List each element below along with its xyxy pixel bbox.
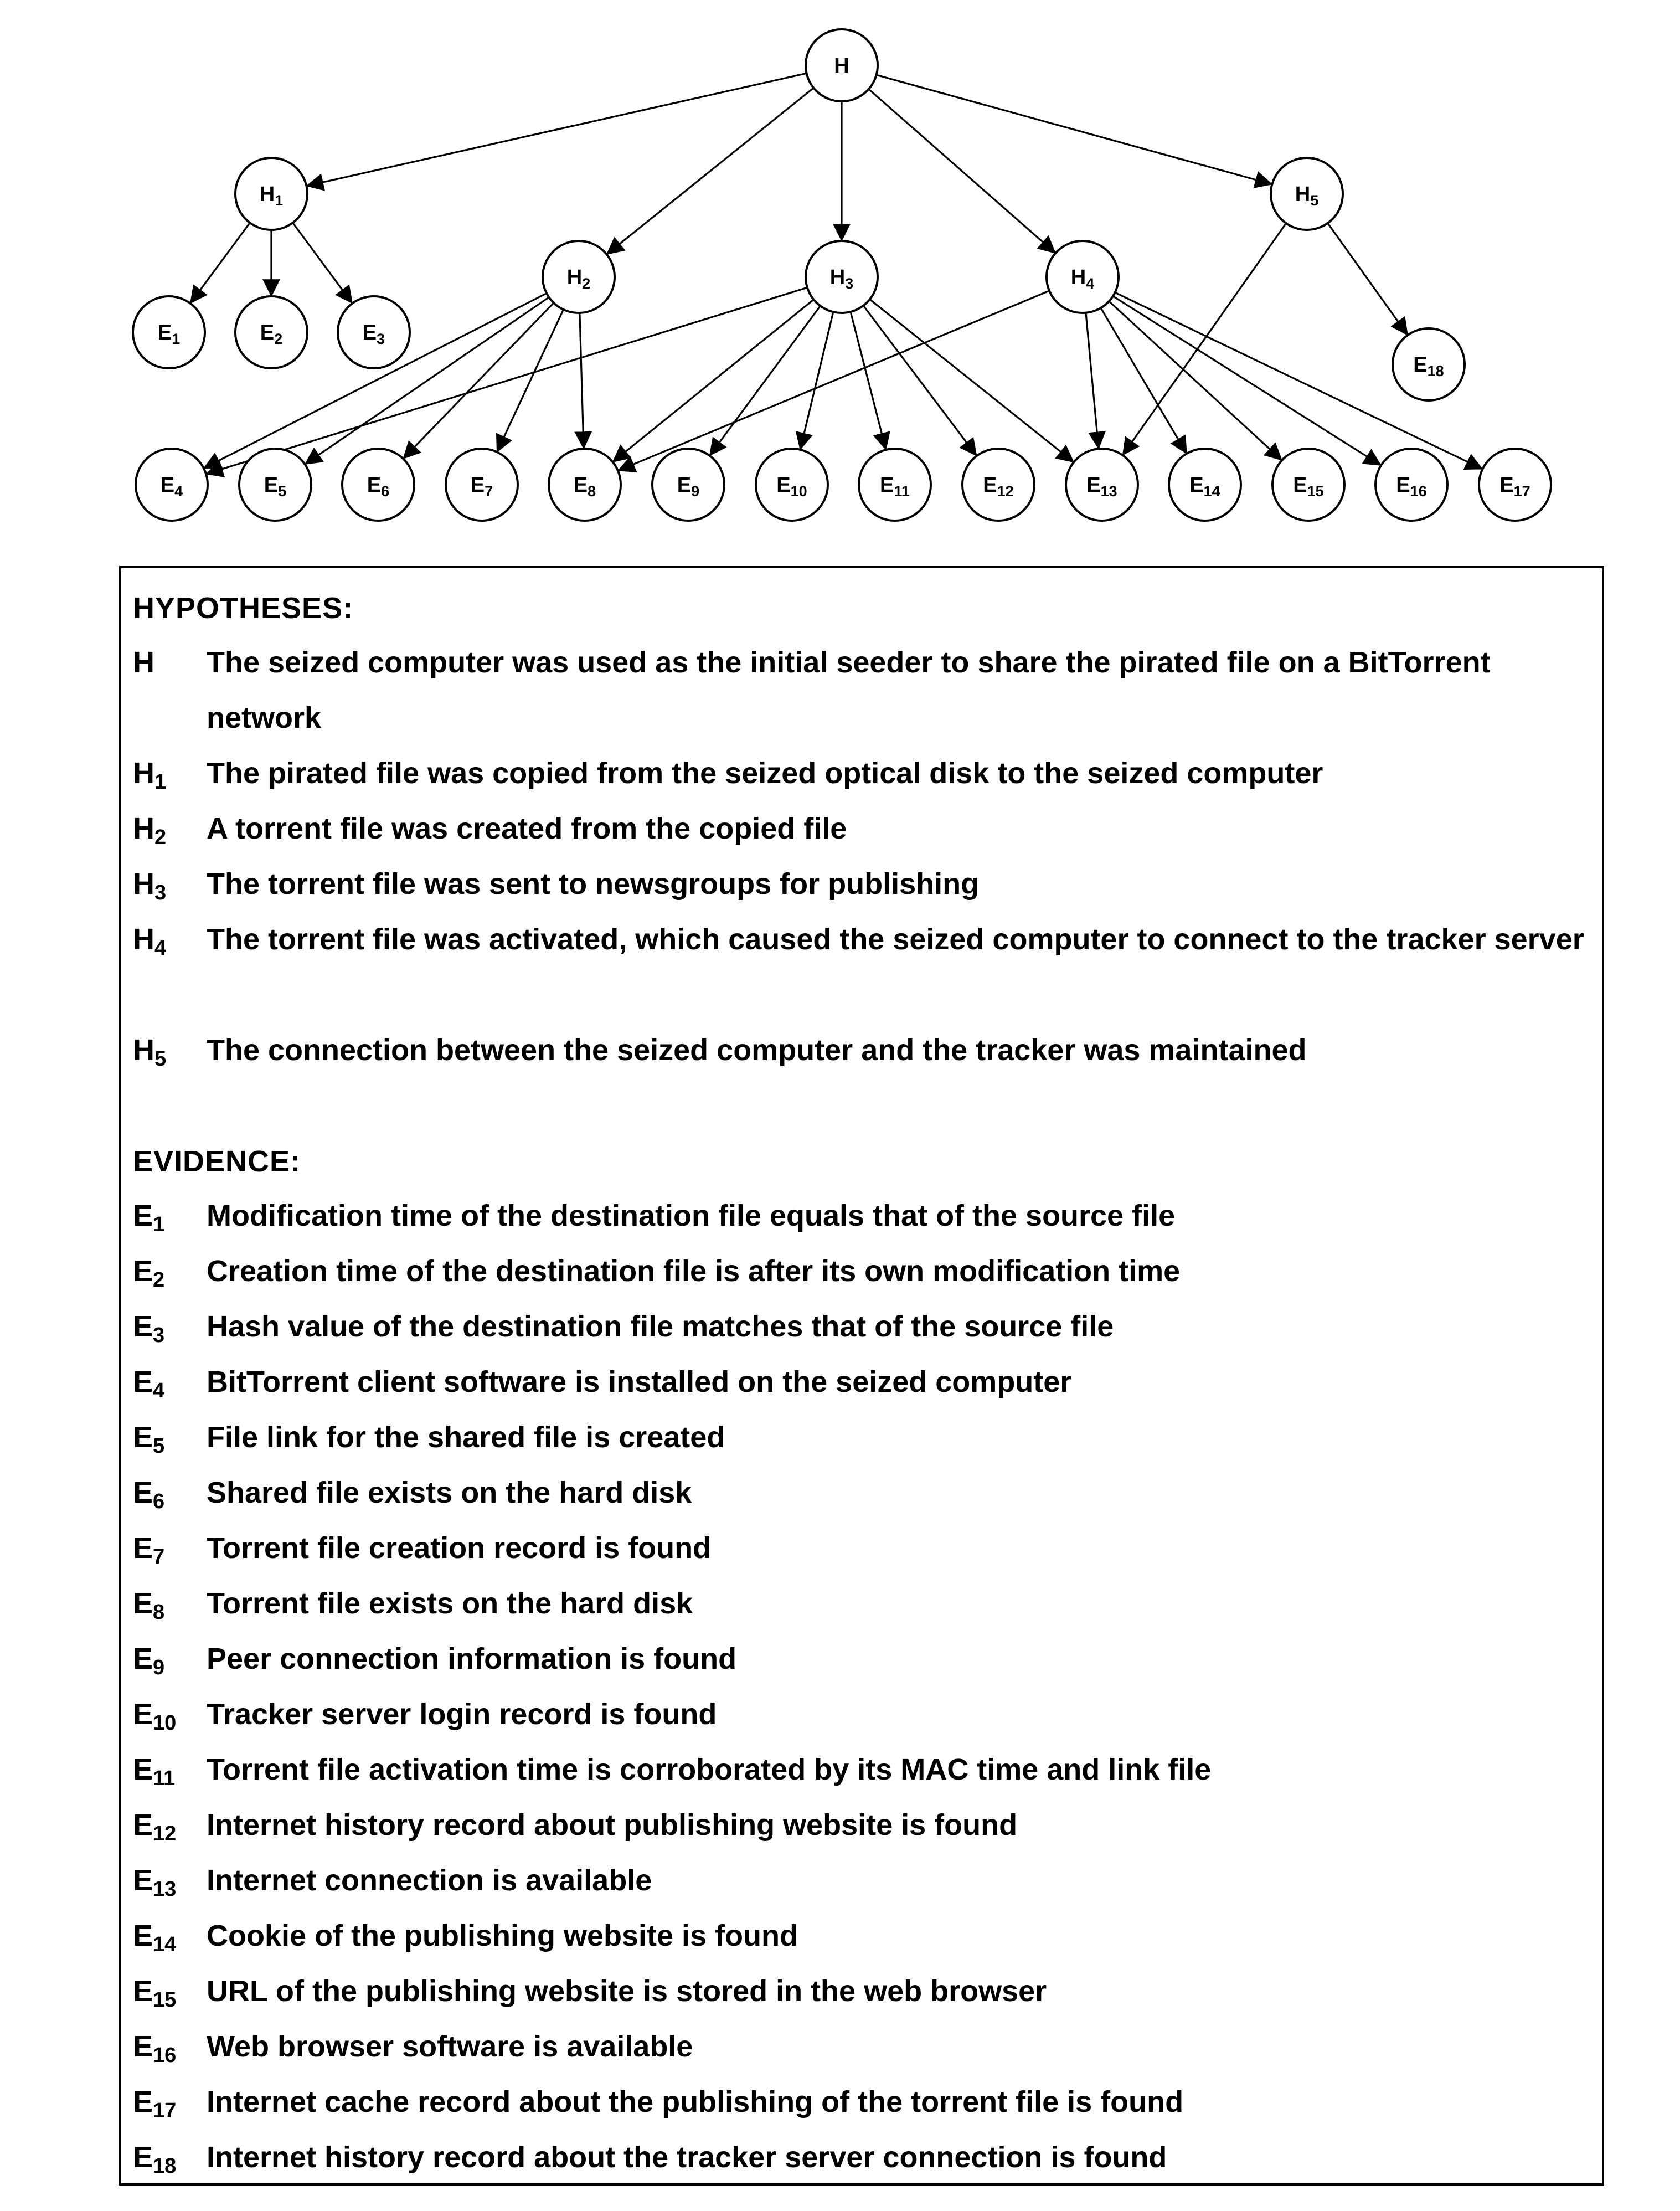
legend-box	[119, 566, 1604, 2186]
evidence-symbol: $E_{11}$	[133, 1753, 176, 1790]
evidence-text: Torrent file activation time is corroborated by its MAC time and link file	[207, 1753, 1212, 1786]
evidence-symbol: $E_2$	[133, 1254, 165, 1292]
hypothesis-text: The pirated file was copied from the seized optical disk to the seized computer	[207, 757, 1323, 790]
edge-H-H2	[607, 88, 813, 254]
node-H2	[543, 241, 615, 313]
node-label: $H_1$	[259, 183, 284, 209]
evidence-text: BitTorrent client software is installed on the seized computer	[207, 1365, 1072, 1398]
edge-H1-E3	[293, 223, 352, 302]
evidence-symbol: $E_{18}$	[133, 2141, 177, 2178]
hypothesis-text: The seized computer was used as the initial seeder to share the pirated file on a BitTorrent network	[207, 646, 1491, 734]
node-label: $E_{13}$	[1086, 474, 1117, 500]
evidence-text: Torrent file creation record is found	[207, 1531, 712, 1565]
node-E11	[859, 449, 931, 521]
node-E14	[1169, 449, 1241, 521]
node-label: $E_8$	[573, 474, 596, 500]
node-label: $E_{12}$	[983, 474, 1014, 500]
node-E4	[136, 449, 208, 521]
edge-H2-E8	[580, 313, 584, 448]
evidence-symbol: $E_7$	[133, 1531, 165, 1569]
node-label: $E_4$	[160, 474, 183, 500]
evidence-text: Web browser software is available	[207, 2030, 693, 2063]
evidence-text: Peer connection information is found	[207, 1642, 737, 1675]
evidence-symbol: $E_3$	[133, 1310, 165, 1347]
edge-H3-E10	[801, 312, 833, 449]
hypothesis-text: The torrent file was activated, which caused the seized computer to connect to the tracker server	[207, 923, 1584, 956]
node-E2	[235, 296, 307, 368]
node-label: $E_{15}$	[1293, 474, 1324, 500]
hypothesis-symbol: $H_5$	[133, 1033, 167, 1071]
edge-H-H5	[877, 75, 1271, 184]
node-H	[806, 29, 878, 101]
evidence-text: Torrent file exists on the hard disk	[207, 1587, 693, 1620]
evidence-symbol: $E_{14}$	[133, 1919, 177, 1956]
node-label: $E_{18}$	[1413, 353, 1444, 379]
node-E7	[446, 449, 518, 521]
hypotheses-title: HYPOTHESES:	[133, 592, 354, 625]
node-label: $H_4$	[1070, 266, 1095, 292]
node-E10	[756, 449, 828, 521]
hypothesis-symbol: H	[133, 646, 154, 679]
evidence-symbol: $E_8$	[133, 1587, 165, 1624]
hypothesis-symbol: $H_2$	[133, 812, 167, 849]
node-H1	[235, 158, 307, 230]
evidence-text: URL of the publishing website is stored in the web browser	[207, 1975, 1047, 2008]
evidence-text: Cookie of the publishing website is found	[207, 1919, 798, 1952]
evidence-text: Internet history record about publishing website is found	[207, 1808, 1018, 1842]
node-label: $H_5$	[1295, 183, 1319, 209]
evidence-text: Internet cache record about the publishing of the torrent file is found	[207, 2085, 1184, 2119]
node-E17	[1479, 449, 1551, 521]
node-label: $E_{16}$	[1396, 474, 1427, 500]
edge-H3-E8	[614, 300, 813, 461]
hypothesis-symbol: $H_4$	[133, 923, 167, 960]
edge-H4-E16	[1113, 296, 1380, 465]
evidence-symbol: $E_5$	[133, 1421, 165, 1458]
hypothesis-symbol: $H_1$	[133, 757, 167, 794]
edge-H4-E15	[1109, 301, 1281, 460]
hypothesis-text: The torrent file was sent to newsgroups for publishing	[207, 867, 980, 901]
evidence-symbol: $E_4$	[133, 1365, 165, 1402]
node-E6	[342, 449, 414, 521]
evidence-symbol: $E_1$	[133, 1199, 165, 1236]
node-E9	[652, 449, 724, 521]
evidence-text: Modification time of the destination file equals that of the source file	[207, 1199, 1176, 1232]
hypothesis-text: The connection between the seized computer and the tracker was maintained	[207, 1033, 1307, 1067]
node-label: $H_3$	[829, 266, 854, 292]
node-label: $E_2$	[260, 321, 283, 347]
node-label: $E_1$	[157, 321, 181, 347]
node-E3	[338, 296, 410, 368]
node-label: $E_3$	[362, 321, 385, 347]
node-E16	[1375, 449, 1447, 521]
evidence-symbol: $E_{16}$	[133, 2030, 177, 2067]
evidence-text: Internet history record about the tracker server connection is found	[207, 2141, 1167, 2174]
edge-H3-E11	[851, 312, 885, 449]
edge-H-H4	[869, 89, 1055, 253]
node-E15	[1272, 449, 1344, 521]
node-H5	[1271, 158, 1343, 230]
evidence-title: EVIDENCE:	[133, 1145, 301, 1178]
node-E8	[549, 449, 621, 521]
node-E12	[962, 449, 1034, 521]
hypothesis-evidence-tree	[0, 0, 1680, 554]
node-label: $E_9$	[677, 474, 700, 500]
edge-H4-E14	[1101, 308, 1186, 453]
node-label: $E_5$	[264, 474, 287, 500]
edge-H4-E8	[619, 291, 1049, 470]
evidence-symbol: $E_9$	[133, 1642, 165, 1679]
evidence-text: Hash value of the destination file matches that of the source file	[207, 1310, 1114, 1343]
edge-H-H1	[307, 73, 806, 186]
evidence-text: File link for the shared file is created	[207, 1421, 725, 1454]
node-label: $E_{17}$	[1499, 474, 1530, 500]
evidence-symbol: $E_{15}$	[133, 1975, 177, 2012]
node-E18	[1393, 328, 1465, 400]
node-E13	[1066, 449, 1138, 521]
evidence-symbol: $E_{10}$	[133, 1698, 177, 1735]
node-E5	[239, 449, 311, 521]
evidence-symbol: $E_{17}$	[133, 2085, 177, 2122]
node-label: H	[834, 54, 849, 78]
node-label: $H_2$	[566, 266, 591, 292]
evidence-symbol: $E_6$	[133, 1476, 165, 1513]
edge-H5-E18	[1328, 223, 1407, 335]
hypothesis-symbol: $H_3$	[133, 867, 167, 904]
evidence-text: Internet connection is available	[207, 1864, 652, 1897]
node-label: $E_7$	[470, 474, 493, 500]
edge-H4-E13	[1086, 313, 1099, 448]
edge-H1-E1	[191, 223, 250, 302]
evidence-text: Shared file exists on the hard disk	[207, 1476, 692, 1509]
evidence-text: Tracker server login record is found	[207, 1698, 717, 1731]
evidence-symbol: $E_{13}$	[133, 1864, 177, 1901]
node-label: $E_6$	[367, 474, 390, 500]
edge-H5-E13	[1124, 223, 1286, 454]
node-label: $E_{14}$	[1189, 474, 1220, 500]
evidence-symbol: $E_{12}$	[133, 1808, 177, 1845]
node-E1	[133, 296, 205, 368]
node-label: $E_{11}$	[880, 474, 910, 500]
node-H3	[806, 241, 878, 313]
node-label: $E_{10}$	[776, 474, 807, 500]
hypothesis-text: A torrent file was created from the copied file	[207, 812, 847, 845]
evidence-text: Creation time of the destination file is after its own modification time	[207, 1254, 1181, 1288]
node-H4	[1047, 241, 1119, 313]
